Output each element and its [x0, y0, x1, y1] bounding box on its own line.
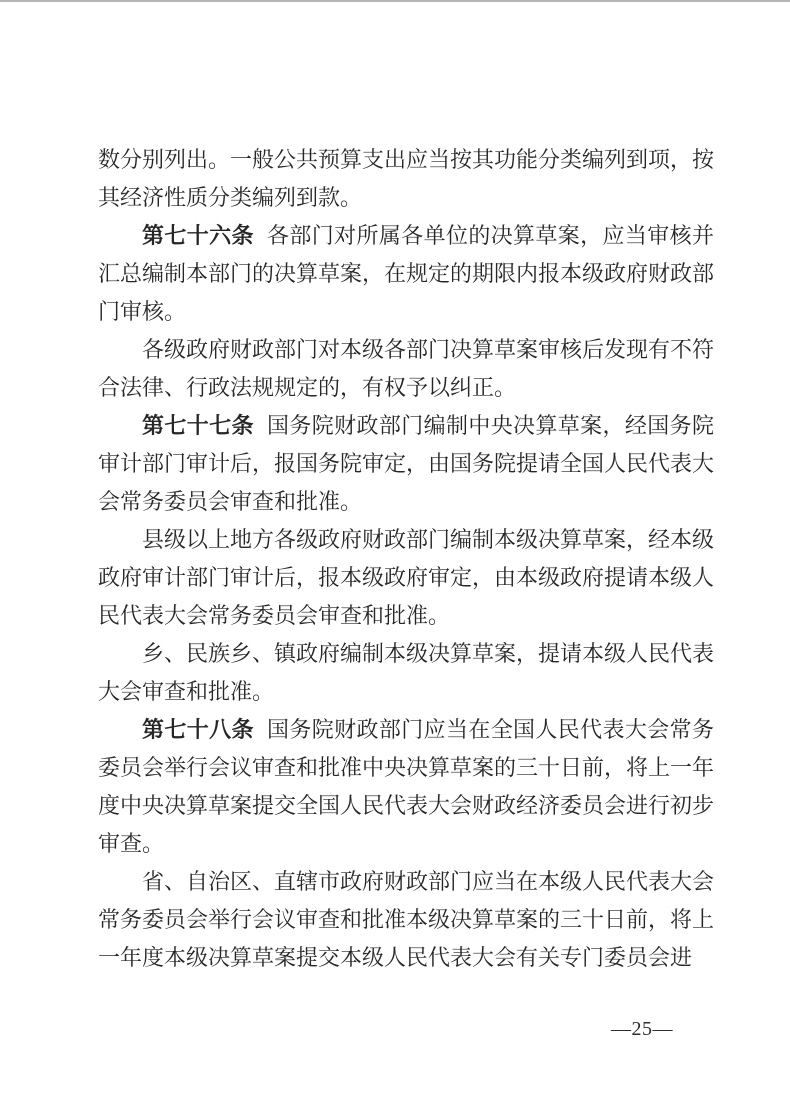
paragraph — [98, 331, 714, 407]
paragraph-text: 各级政府财政部门对本级各部门决算草案审核后发现有不符合法律、行政法规规定的，有权予以纠正。 — [98, 337, 715, 400]
paragraph — [98, 711, 714, 863]
paragraph — [98, 863, 714, 977]
document-body — [98, 141, 714, 977]
article-number: 第七十六条 — [142, 223, 254, 248]
paragraph-text: 国务院财政部门编制中央决算草案，经国务院审计部门审计后，报国务院审定，由国务院提请全国人民代表大会常务委员会审查和批准。 — [98, 413, 715, 514]
paragraph-text: 国务院财政部门应当在全国人民代表大会常务委员会举行会议审查和批准中央决算草案的三十日前，将上一年度中央决算草案提交全国人民代表大会财政经济委员会进行初步审查。 — [98, 717, 715, 856]
paragraph — [98, 407, 714, 521]
paragraph-text: 县级以上地方各级政府财政部门编制本级决算草案，经本级政府审计部门审计后，报本级政府审定，由本级政府提请本级人民代表大会常务委员会审查和批准。 — [98, 527, 715, 628]
article-number: 第七十八条 — [142, 717, 254, 742]
paragraph-text: 数分别列出。一般公共预算支出应当按其功能分类编列到项，按其经济性质分类编列到款。 — [98, 147, 715, 210]
paragraph-text: 各部门对所属各单位的决算草案，应当审核并汇总编制本部门的决算草案，在规定的期限内报本级政府财政部门审核。 — [98, 223, 715, 324]
paragraph — [98, 141, 714, 217]
paragraph — [98, 521, 714, 635]
scan-top-edge-line — [0, 0, 790, 2]
page-number: —25— — [611, 1018, 673, 1040]
paragraph — [98, 635, 714, 711]
paragraph-text: 省、自治区、直辖市政府财政部门应当在本级人民代表大会常务委员会举行会议审查和批准本级决算草案的三十日前，将上一年度本级决算草案提交本级人民代表大会有关专门委员会进 — [98, 869, 715, 970]
paragraph-text: 乡、民族乡、镇政府编制本级决算草案，提请本级人民代表大会审查和批准。 — [98, 641, 715, 704]
paragraph — [98, 217, 714, 331]
article-number: 第七十七条 — [142, 413, 254, 438]
